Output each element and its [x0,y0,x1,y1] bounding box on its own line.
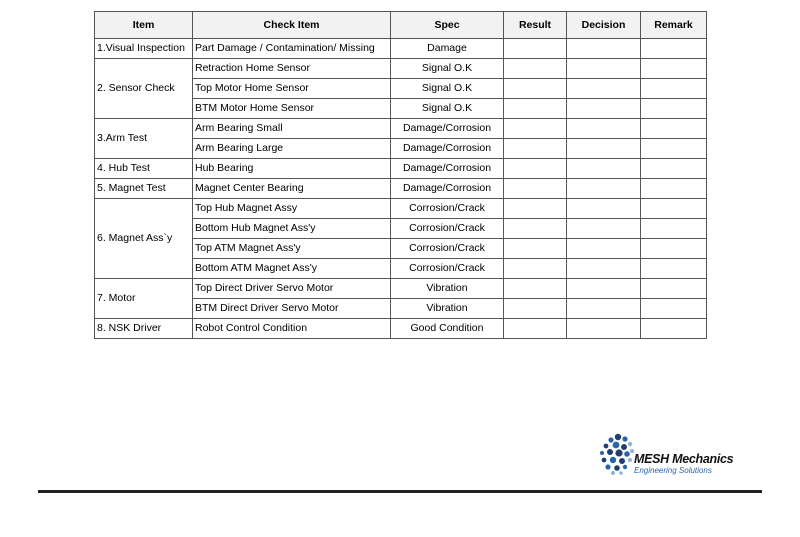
remark-cell[interactable] [641,139,707,159]
logo-company-name: MESH Mechanics [634,452,734,466]
result-cell[interactable] [504,319,567,339]
inspection-checklist-table [94,11,707,339]
spec-cell: Damage/Corrosion [391,179,504,199]
check-item-cell: Bottom Hub Magnet Ass'y [193,219,391,239]
check-item-cell: Magnet Center Bearing [193,179,391,199]
decision-cell[interactable] [567,159,641,179]
remark-cell[interactable] [641,179,707,199]
remark-cell[interactable] [641,259,707,279]
check-item-cell: Retraction Home Sensor [193,59,391,79]
result-cell[interactable] [504,119,567,139]
check-item-cell: Part Damage / Contamination/ Missing [193,39,391,59]
check-item-cell: Top Motor Home Sensor [193,79,391,99]
decision-cell[interactable] [567,139,641,159]
result-cell[interactable] [504,159,567,179]
decision-cell[interactable] [567,299,641,319]
spec-cell: Good Condition [391,319,504,339]
item-cell: 4. Hub Test [95,159,193,179]
check-item-cell: Top Hub Magnet Assy [193,199,391,219]
header-spec: Spec [391,12,504,39]
table-row [95,59,707,79]
decision-cell[interactable] [567,279,641,299]
spec-cell: Damage/Corrosion [391,159,504,179]
logo-dot [628,458,632,462]
result-cell[interactable] [504,79,567,99]
remark-cell[interactable] [641,279,707,299]
logo-dot [608,437,613,442]
footer-divider [38,490,762,493]
company-logo [598,432,768,477]
logo-dot [619,471,623,475]
check-item-cell: Robot Control Condition [193,319,391,339]
decision-cell[interactable] [567,119,641,139]
table-row [95,179,707,199]
check-item-cell: Hub Bearing [193,159,391,179]
logo-dot [602,458,607,463]
table-header-row [95,12,707,39]
spec-cell: Vibration [391,299,504,319]
remark-cell[interactable] [641,119,707,139]
decision-cell[interactable] [567,199,641,219]
result-cell[interactable] [504,219,567,239]
logo-dot [615,449,622,456]
table-row [95,319,707,339]
spec-cell: Damage [391,39,504,59]
spec-cell: Damage/Corrosion [391,139,504,159]
remark-cell[interactable] [641,99,707,119]
item-cell: 7. Motor [95,279,193,319]
remark-cell[interactable] [641,319,707,339]
decision-cell[interactable] [567,59,641,79]
decision-cell[interactable] [567,79,641,99]
check-item-cell: Arm Bearing Large [193,139,391,159]
logo-dot [623,465,627,469]
header-check-item: Check Item [193,12,391,39]
item-cell: 2. Sensor Check [95,59,193,119]
logo-dot [613,442,620,449]
decision-cell[interactable] [567,99,641,119]
item-cell: 5. Magnet Test [95,179,193,199]
logo-dot [624,451,630,457]
spec-cell: Corrosion/Crack [391,199,504,219]
table-row [95,119,707,139]
spec-cell: Vibration [391,279,504,299]
result-cell[interactable] [504,99,567,119]
check-item-cell: BTM Direct Driver Servo Motor [193,299,391,319]
logo-dot [614,465,620,471]
table-row [95,39,707,59]
remark-cell[interactable] [641,219,707,239]
spec-cell: Signal O.K [391,99,504,119]
table-row [95,279,707,299]
logo-dot [619,458,625,464]
result-cell[interactable] [504,139,567,159]
remark-cell[interactable] [641,159,707,179]
remark-cell[interactable] [641,79,707,99]
logo-dot [610,457,616,463]
spec-cell: Corrosion/Crack [391,239,504,259]
remark-cell[interactable] [641,39,707,59]
check-item-cell: BTM Motor Home Sensor [193,99,391,119]
table-row [95,159,707,179]
header-item: Item [95,12,193,39]
result-cell[interactable] [504,259,567,279]
spec-cell: Signal O.K [391,79,504,99]
result-cell[interactable] [504,299,567,319]
logo-dot [622,436,627,441]
result-cell[interactable] [504,59,567,79]
decision-cell[interactable] [567,179,641,199]
result-cell[interactable] [504,279,567,299]
decision-cell[interactable] [567,319,641,339]
remark-cell[interactable] [641,299,707,319]
check-item-cell: Top Direct Driver Servo Motor [193,279,391,299]
remark-cell[interactable] [641,59,707,79]
decision-cell[interactable] [567,259,641,279]
result-cell[interactable] [504,179,567,199]
item-cell: 3.Arm Test [95,119,193,159]
logo-dot [604,444,609,449]
item-cell: 8. NSK Driver [95,319,193,339]
table-row [95,199,707,219]
logo-dot [607,449,613,455]
result-cell[interactable] [504,199,567,219]
checklist-body [95,39,707,339]
remark-cell[interactable] [641,199,707,219]
item-cell: 1.Visual Inspection [95,39,193,59]
logo-dot [600,451,604,455]
item-cell: 6. Magnet Ass`y [95,199,193,279]
spec-cell: Corrosion/Crack [391,219,504,239]
spec-cell: Signal O.K [391,59,504,79]
check-item-cell: Top ATM Magnet Ass'y [193,239,391,259]
mesh-globe-icon [598,432,638,476]
spec-cell: Corrosion/Crack [391,259,504,279]
header-remark: Remark [641,12,707,39]
logo-tagline: Engineering Solutions [634,466,712,475]
decision-cell[interactable] [567,39,641,59]
decision-cell[interactable] [567,239,641,259]
logo-dot [605,464,610,469]
remark-cell[interactable] [641,239,707,259]
result-cell[interactable] [504,39,567,59]
logo-dot [611,471,615,475]
logo-dot [628,442,632,446]
logo-dot [621,444,627,450]
check-item-cell: Bottom ATM Magnet Ass'y [193,259,391,279]
decision-cell[interactable] [567,219,641,239]
header-result: Result [504,12,567,39]
result-cell[interactable] [504,239,567,259]
check-item-cell: Arm Bearing Small [193,119,391,139]
spec-cell: Damage/Corrosion [391,119,504,139]
header-decision: Decision [567,12,641,39]
logo-dot [615,434,621,440]
